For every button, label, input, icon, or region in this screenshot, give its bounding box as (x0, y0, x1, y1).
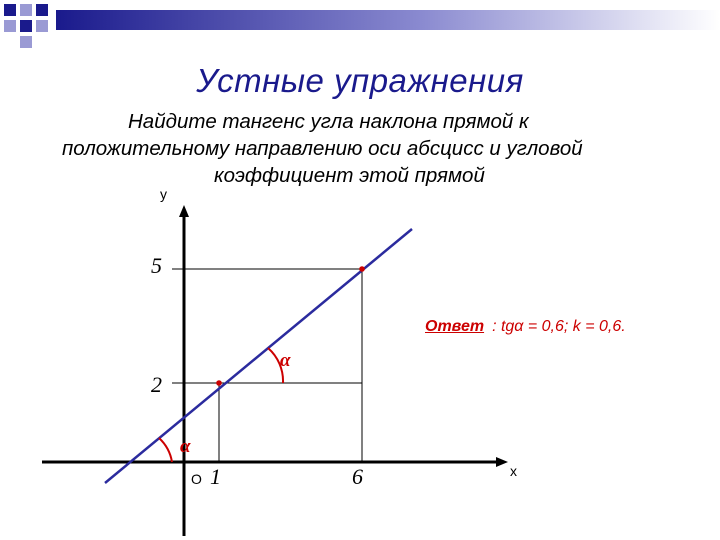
point-1-2 (216, 380, 222, 386)
tick-label-x1: 1 (210, 464, 221, 489)
tick-label-y2: 2 (151, 372, 162, 397)
point-6-5 (359, 266, 365, 272)
tick-label-x6: 6 (352, 464, 363, 489)
y-axis-arrow (179, 205, 189, 217)
angle-label-2: α (280, 350, 291, 371)
angle-arc-axis (159, 438, 172, 462)
answer-lead: Ответ (425, 318, 485, 335)
task-line-2: положительному направлению оси абсцисс и угловой (62, 137, 583, 160)
answer-body: : tgα = 0,6; k = 0,6. (492, 318, 626, 335)
y-axis-label: y (160, 186, 167, 202)
tick-label-y5: 5 (151, 253, 162, 278)
angle-label-1: α (180, 436, 191, 457)
answer-text (425, 318, 626, 336)
x-axis-arrow (496, 457, 508, 467)
origin-label: O (191, 471, 202, 487)
slide-title: Устные упражнения (196, 62, 524, 99)
x-axis-label: x (510, 463, 517, 479)
task-line-3: коэффициент этой прямой (214, 164, 485, 187)
task-line-1: Найдите тангенс угла наклона прямой к (128, 110, 529, 133)
